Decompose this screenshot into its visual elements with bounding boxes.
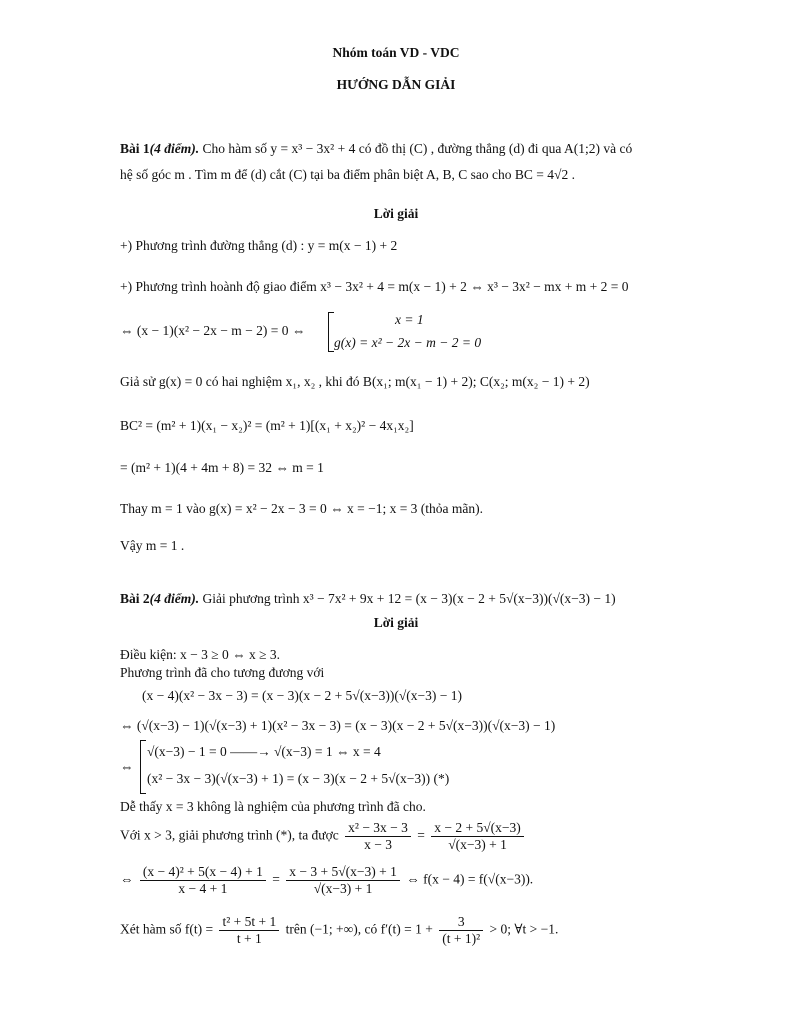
bai2-line-1: Điều kiện: x − 3 ≥ 0 ⇔ x ≥ 3. bbox=[120, 647, 281, 662]
bai1-line-8: Vậy m = 1 . bbox=[120, 538, 185, 553]
equals-sign: = bbox=[417, 827, 425, 843]
fraction-denominator: (t + 1)² bbox=[442, 931, 481, 946]
bai2-line-9-mid: trên (−1; +∞), có f′(t) = 1 + bbox=[285, 921, 433, 937]
bai2-line-8-tail: ⇔ f(x − 4) = f(√(x−3)). bbox=[406, 871, 534, 887]
equivalence-sign: ⇔ bbox=[120, 871, 134, 887]
bai1-solution-title: Lời giải bbox=[373, 206, 419, 221]
bai2-label: Bài 2 bbox=[120, 591, 150, 606]
bai1-label: Bài 1 bbox=[120, 141, 150, 156]
bai2-line-6: Dễ thấy x = 3 không là nghiệm của phương trình đã cho. bbox=[120, 799, 426, 814]
bai1-statement-line1 bbox=[120, 139, 632, 159]
bai1-line-6: = (m² + 1)(4 + 4m + 8) = 32 ⇔ m = 1 bbox=[120, 460, 324, 475]
bai2-system-bracket bbox=[140, 740, 146, 794]
bai1-line-5: BC² = (m² + 1)(x₁ − x₂)² = (m² + 1)[(x₁ + x₂)² − 4x₁x₂] bbox=[120, 418, 414, 433]
bai1-line-7: Thay m = 1 vào g(x) = x² − 2x − 3 = 0 ⇔ x = −1; x = 3 (thỏa mãn). bbox=[120, 501, 484, 516]
bai2-line-8 bbox=[120, 864, 533, 897]
bai1-line-2: +) Phương trình hoành độ giao điểm x³ − 3x² + 4 = m(x − 1) + 2 ⇔ x³ − 3x² − mx + m + 2 = 0 bbox=[120, 279, 629, 294]
bai2-statement-text: Giải phương trình x³ − 7x² + 9x + 12 = (x − 3)(x − 2 + 5√(x−3))(√(x−3) − 1) bbox=[202, 591, 616, 606]
fraction-denominator: √(x−3) + 1 bbox=[313, 881, 373, 896]
fraction bbox=[431, 820, 524, 853]
bai2-line-7-text: Với x > 3, giải phương trình (*), ta được bbox=[120, 827, 339, 843]
bai2-line-7 bbox=[120, 820, 527, 853]
bai2-line-5-case1: √(x−3) − 1 = 0 ——→ √(x−3) = 1 ⇔ x = 4 bbox=[147, 744, 381, 759]
bai2-line-4: ⇔ (√(x−3) − 1)(√(x−3) + 1)(x² − 3x − 3) = (x − 3)(x − 2 + 5√(x−3))(√(x−3) − 1) bbox=[120, 718, 556, 733]
fraction-denominator: x − 3 bbox=[364, 837, 392, 852]
fraction bbox=[140, 864, 266, 897]
bai2-line-5-case2: (x² − 3x − 3)(√(x−3) + 1) = (x − 3)(x − 2 + 5√(x−3)) (*) bbox=[147, 771, 450, 786]
bai1-line-4: Giả sử g(x) = 0 có hai nghiệm x₁, x₂ , khi đó B(x₁; m(x₁ − 1) + 2); C(x₂; m(x₂ − 1) + 2) bbox=[120, 374, 590, 389]
bai1-statement-line2: hệ số góc m . Tìm m để (d) cắt (C) tại ba điểm phân biệt A, B, C sao cho BC = 4√2 . bbox=[120, 167, 575, 182]
fraction-denominator: x − 4 + 1 bbox=[178, 881, 228, 896]
bai2-line-9-text: Xét hàm số f(t) = bbox=[120, 921, 214, 937]
fraction-numerator: t² + 5t + 1 bbox=[219, 914, 279, 931]
fraction bbox=[439, 914, 483, 947]
bai1-statement-text1: Cho hàm số y = x³ − 3x² + 4 có đồ thị (C) , đường thẳng (d) đi qua A(1;2) và có bbox=[202, 141, 633, 156]
group-header: Nhóm toán VD - VDC bbox=[332, 45, 460, 60]
fraction-numerator: x² − 3x − 3 bbox=[345, 820, 411, 837]
bai2-solution-title: Lời giải bbox=[373, 615, 419, 630]
bai2-line-5-lhs: ⇔ bbox=[120, 759, 134, 774]
page-title: HƯỚNG DẪN GIẢI bbox=[336, 77, 456, 92]
bai1-line-1: +) Phương trình đường thẳng (d) : y = m(x − 1) + 2 bbox=[120, 238, 398, 253]
bai1-line-3-case2: g(x) = x² − 2x − m − 2 = 0 bbox=[334, 335, 482, 350]
fraction-numerator: x − 2 + 5√(x−3) bbox=[431, 820, 524, 837]
fraction-numerator: x − 3 + 5√(x−3) + 1 bbox=[286, 864, 400, 881]
bai2-points: (4 điểm). bbox=[149, 591, 200, 606]
fraction-numerator: (x − 4)² + 5(x − 4) + 1 bbox=[140, 864, 266, 881]
fraction bbox=[286, 864, 400, 897]
fraction-denominator: √(x−3) + 1 bbox=[448, 837, 507, 852]
bai2-line-9-tail: > 0; ∀t > −1. bbox=[489, 921, 559, 937]
bai2-line-9 bbox=[120, 914, 558, 947]
bai2-line-3: (x − 4)(x² − 3x − 3) = (x − 3)(x − 2 + 5√(x−3))(√(x−3) − 1) bbox=[142, 688, 462, 703]
bai1-line-3-lhs: ⇔ (x − 1)(x² − 2x − m − 2) = 0 ⇔ bbox=[120, 323, 306, 338]
equals-sign: = bbox=[272, 871, 280, 887]
bai1-points: (4 điểm). bbox=[149, 141, 200, 156]
bai2-line-2: Phương trình đã cho tương đương với bbox=[120, 665, 325, 680]
fraction-numerator: 3 bbox=[439, 914, 483, 931]
fraction bbox=[345, 820, 411, 853]
fraction bbox=[219, 914, 279, 947]
fraction-denominator: t + 1 bbox=[236, 931, 262, 946]
bai2-statement bbox=[120, 589, 616, 609]
bai1-line-3-case1: x = 1 bbox=[395, 312, 424, 327]
